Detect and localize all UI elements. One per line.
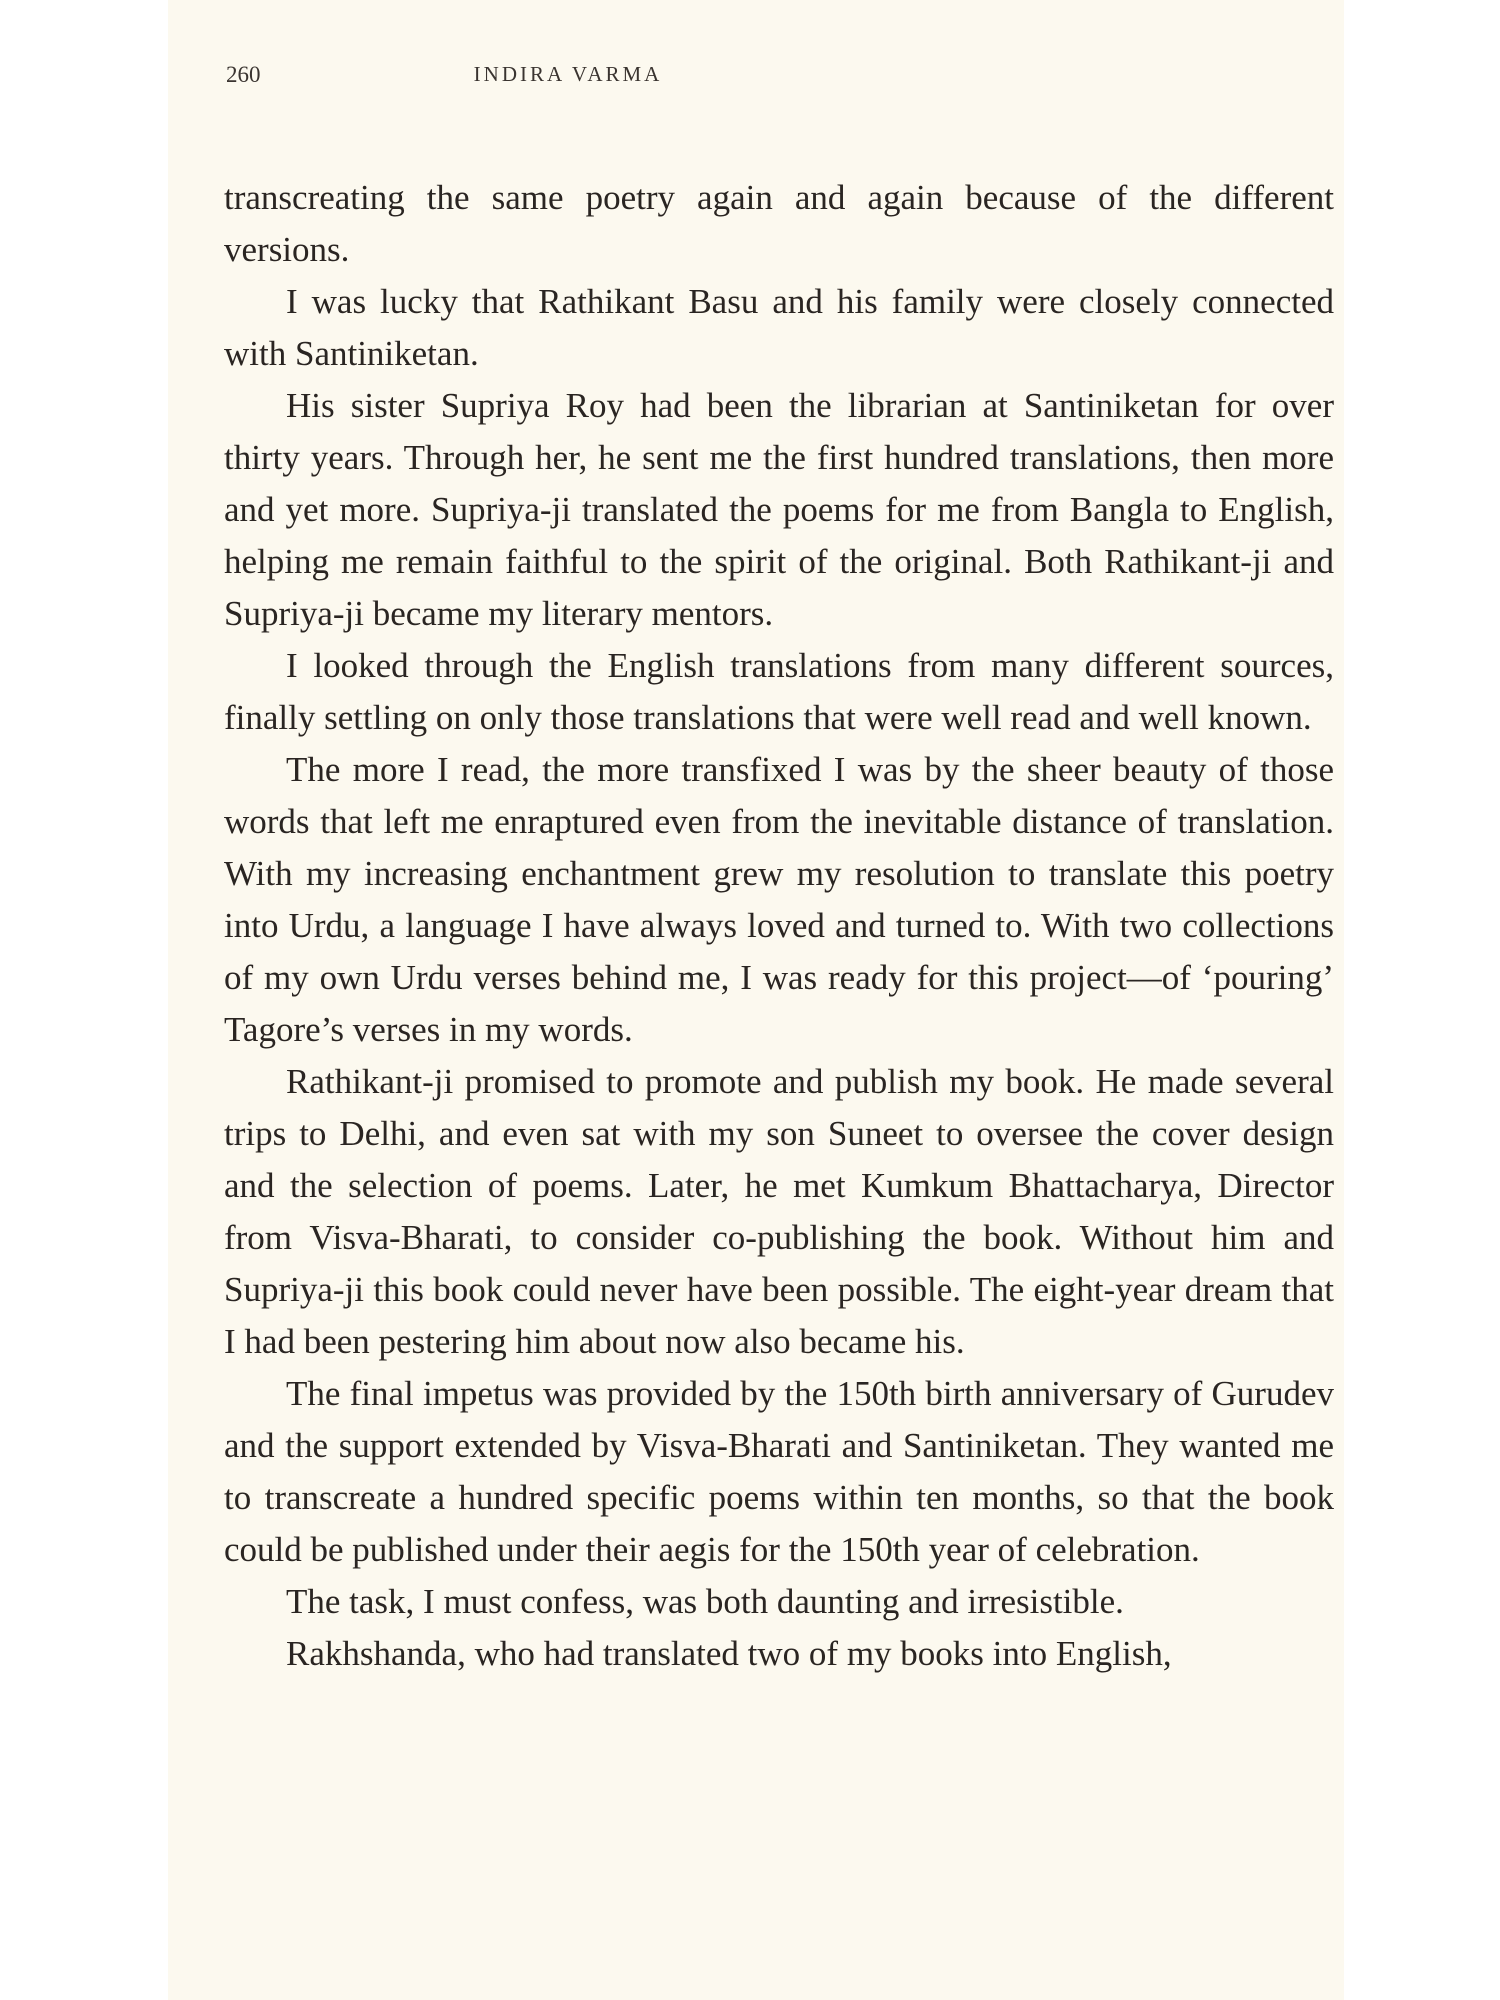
paragraph: The more I read, the more transfixed I was by the sheer beauty of those words that left me enraptured even from the inevitable distance of translation. With my increasing enchantment grew my resolution to translate this poetry into Urdu, a language I have always loved and turned to. With two collections of my own Urdu verses behind me, I was ready for this project—of ‘pouring’ Tagore’s verses in my words. <box>224 750 1334 1049</box>
paragraph: His sister Supriya Roy had been the librarian at Santiniketan for over thirty years. Through her, he sent me the first hundred translations, then more and yet more. Supriya-ji translated the poems for me from Bangla to English, helping me remain faithful to the spirit of the original. Both Rathikant-ji and Supriya-ji became my literary mentors. <box>224 386 1334 633</box>
paragraph-continuation: transcreating the same poetry again and again because of the different versions. <box>224 178 1334 269</box>
paragraph: I was lucky that Rathikant Basu and his family were closely connected with Santiniketan. <box>224 282 1334 373</box>
page-header <box>226 62 1326 96</box>
running-head: INDIRA VARMA <box>473 62 663 86</box>
paragraph: Rathikant-ji promised to promote and publish my book. He made several trips to Delhi, and even sat with my son Suneet to oversee the cover design and the selection of poems. Later, he met Kumkum Bhattacharya, Director from Visva-Bharati, to consider co-publishing the book. Without him and Supriya-ji this book could never have been possible. The eight-year dream that I had been pestering him about now also became his. <box>224 1062 1334 1361</box>
page-number: 260 <box>226 62 261 87</box>
paragraph: The task, I must confess, was both daunting and irresistible. <box>286 1582 1124 1621</box>
paragraph: I looked through the English translations from many different sources, finally settling on only those translations that were well read and well known. <box>224 646 1334 737</box>
paragraph: Rakhshanda, who had translated two of my books into English, <box>286 1634 1172 1673</box>
paragraph: The final impetus was provided by the 150th birth anniversary of Gurudev and the support extended by Visva-Bharati and Santiniketan. They wanted me to transcreate a hundred specific poems within ten months, so that the book could be published under their aegis for the 150th year of celebration. <box>224 1374 1334 1569</box>
body-text <box>224 172 1334 1680</box>
